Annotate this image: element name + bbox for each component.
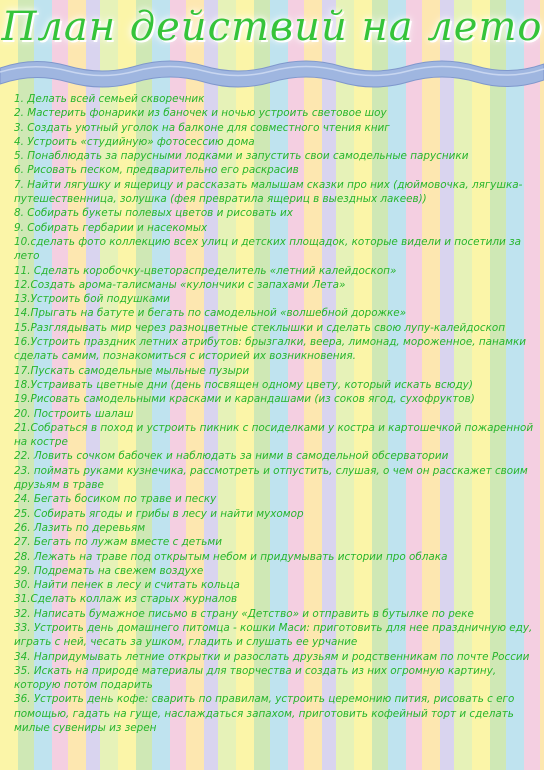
list-item: 5. Понаблюдать за парусными лодками и запустить свои самодельные парусники xyxy=(14,150,469,163)
decorative-wave-ribbon xyxy=(0,54,544,92)
list-item: 1. Делать всей семьей скворечник xyxy=(14,93,205,105)
list-item: 32. Написать бумажное письмо в страну «Детство» и отправить в бутылке по реке xyxy=(14,607,474,620)
list-item: 7. Найти лягушку и ящерицу и рассказать малышам сказки про них (дюймовочка, лягушка-путешественница, золушка (фея превратила ящериц в выездных лакеев)) xyxy=(14,178,523,206)
list-item: 30. Найти пенек в лесу и считать кольца xyxy=(14,579,240,592)
list-item: 33. Устроить день домашнего питомца - кошки Маси: приготовить для нее праздничную еду, играть с ней, чесать за ушком, гладить и слушать ее урчание xyxy=(14,621,533,649)
list-item: 14.Прыгать на батуте и бегать по самодельной «волшебной дорожке» xyxy=(14,307,407,320)
list-item: 9. Собирать гербарии и насекомых xyxy=(14,221,208,234)
list-item: 6. Рисовать песком, предварительно его раскрасив xyxy=(14,164,299,177)
list-item: 21.Собраться в поход и устроить пикник с посиделками у костра и картошечкой пожаренной на костре xyxy=(14,421,534,449)
list-item: 28. Лежать на траве под открытым небом и придумывать истории про облака xyxy=(14,550,448,563)
list-item: 23. поймать руками кузнечика, рассмотреть и отпустить, слушая, о чем он расскажет своим друзьям в траве xyxy=(14,464,528,492)
list-item: 18.Устраивать цветные дни (день посвящен одному цвету, который искать всюду) xyxy=(14,378,473,391)
list-item: 17.Пускать самодельные мыльные пузыри xyxy=(14,364,250,377)
list-item: 2. Мастерить фонарики из баночек и ночью устроить световое шоу xyxy=(14,107,387,120)
list-item: 19.Рисовать самодельными красками и карандашами (из соков ягод, сухофруктов) xyxy=(14,393,475,406)
list-item: 25. Собирать ягоды и грибы в лесу и найти мухомор xyxy=(14,507,304,520)
list-item: 16.Устроить праздник летних атрибутов: брызгалки, веера, лимонад, мороженное, панамки сделать самим, познакомиться с историей их возникновения. xyxy=(14,336,527,363)
list-item: 27. Бегать по лужам вместе с детьми xyxy=(14,536,222,549)
list-item: 24. Бегать босиком по траве и песку xyxy=(14,493,217,506)
list-item: 26. Лазить по деревьям xyxy=(14,521,146,534)
list-item: 8. Собирать букеты полевых цветов и рисовать их xyxy=(14,207,293,220)
list-item: 11. Сделать коробочку-цветораспределитель «летний калейдоскоп» xyxy=(14,264,397,277)
list-item: 20. Построить шалаш xyxy=(14,407,134,420)
list-item: 36. Устроить день кофе: сварить по правилам, устроить церемонию пития, рисовать с его помощью, гадать на гуще, наслаждаться запахом, приготовить кофейный торт и сделать милые сувениры из зерен xyxy=(14,693,515,735)
plan-list xyxy=(14,92,536,735)
list-item: 3. Создать уютный уголок на балконе для совместного чтения книг xyxy=(14,121,390,134)
list-item: 13.Устроить бой подушками xyxy=(14,293,170,306)
page-title: План действий на лето xyxy=(1,4,543,50)
list-item: 12.Создать арома-талисманы «кулончики с запахами Лета» xyxy=(14,278,346,291)
list-item: 10.сделать фото коллекцию всех улиц и детских площадок, которые видели и посетили за лето xyxy=(14,235,521,263)
list-item: 22. Ловить сочком бабочек и наблюдать за ними в самодельной обсерватории xyxy=(14,450,449,463)
list-item: 15.Разглядывать мир через разноцветные стеклышки и сделать свою лупу-калейдоскоп xyxy=(14,321,505,334)
list-item: 29. Подремать на свежем воздухе xyxy=(14,564,204,577)
list-item: 31.Сделать коллаж из старых журналов xyxy=(14,593,238,606)
list-item: 34. Напридумывать летние открытки и разослать друзьям и родственникам по почте России xyxy=(14,650,530,663)
list-item: 4. Устроить «студийную» фотосессию дома xyxy=(14,135,255,148)
list-item: 35. Искать на природе материалы для творчества и создать из них огромную картину, которую потом подарить xyxy=(14,664,497,692)
